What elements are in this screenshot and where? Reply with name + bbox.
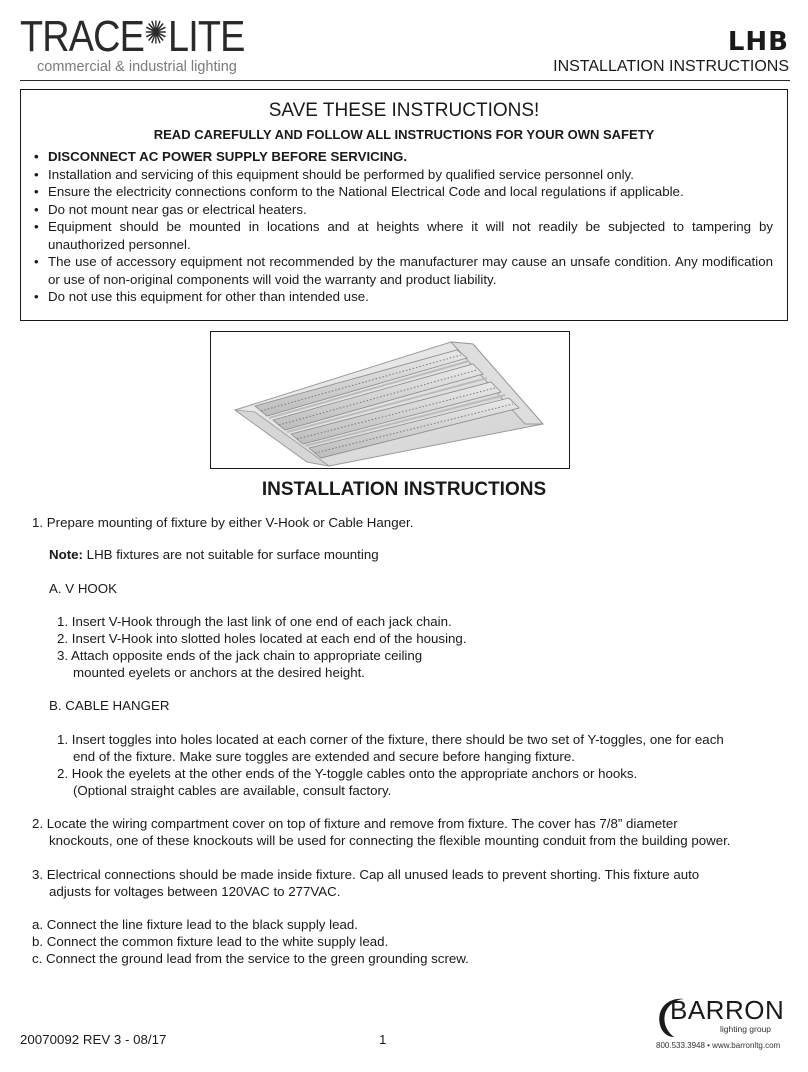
safety-item: • Equipment should be mounted in locations and at heights where it will not readily be subjected to tampering by unauthorized personnel.	[33, 218, 773, 253]
page-number: 1	[379, 1032, 387, 1047]
tracelite-logo	[20, 14, 250, 80]
starburst-icon	[145, 19, 167, 45]
safety-item: • Do not use this equipment for other than intended use.	[33, 288, 773, 306]
company-tagline: lighting group	[720, 1024, 772, 1034]
step-3-continued: adjusts for voltages between 120VAC to 277VAC.	[49, 884, 341, 899]
barron-logo	[654, 993, 788, 1043]
company-contact: 800.533.3948 • www.barronltg.com	[656, 1041, 781, 1050]
step-2: 2. Locate the wiring compartment cover on top of fixture and remove from fixture. The cover has 7/8” diameter	[32, 816, 678, 831]
safety-subtitle: READ CAREFULLY AND FOLLOW ALL INSTRUCTIONS FOR YOUR OWN SAFETY	[153, 127, 655, 142]
cable-hanger-step: 1. Insert toggles into holes located at each corner of the fixture, there should be two set of Y-toggles, one for each	[57, 732, 724, 747]
note-label: Note:	[49, 547, 83, 562]
safety-notice-box	[20, 89, 788, 321]
brand-tagline: commercial & industrial lighting	[37, 59, 237, 75]
v-hook-step: 3. Attach opposite ends of the jack chain to appropriate ceiling	[57, 648, 423, 663]
instructions-heading: INSTALLATION INSTRUCTIONS	[261, 479, 547, 500]
safety-item: • Ensure the electricity connections conform to the National Electrical Code and local regulations if applicable.	[33, 183, 773, 201]
fixture-illustration	[211, 332, 569, 468]
connection-item: a. Connect the line fixture lead to the black supply lead.	[32, 917, 358, 932]
safety-title: SAVE THESE INSTRUCTIONS!	[268, 100, 540, 121]
cable-hanger-note: (Optional straight cables are available, consult factory.	[73, 783, 392, 798]
v-hook-step-continued: mounted eyelets or anchors at the desired height.	[73, 665, 365, 680]
note	[49, 546, 379, 563]
brand-part2: LITE	[168, 12, 245, 61]
step-2-continued: knockouts, one of these knockouts will be used for connecting the flexible mounting conduit from the building power.	[49, 833, 731, 848]
safety-item: • DISCONNECT AC POWER SUPPLY BEFORE SERVICING.	[33, 148, 773, 166]
cable-hanger-step-continued: end of the fixture. Make sure toggles are extended and secure before hanging fixture.	[73, 749, 575, 764]
note-text: LHB fixtures are not suitable for surface mounting	[82, 547, 379, 562]
company-name: BARRON	[670, 995, 785, 1025]
step-1: 1. Prepare mounting of fixture by either V-Hook or Cable Hanger.	[32, 515, 414, 530]
brand-wordmark	[20, 14, 245, 60]
cable-hanger-title: B. CABLE HANGER	[49, 698, 170, 713]
product-code: LHB	[727, 27, 789, 57]
document-number: 20070092 REV 3 - 08/17	[20, 1032, 167, 1047]
v-hook-title: A. V HOOK	[49, 581, 117, 596]
step-3: 3. Electrical connections should be made inside fixture. Cap all unused leads to prevent shorting. This fixture auto	[32, 867, 700, 882]
cable-hanger-step: 2. Hook the eyelets at the other ends of the Y-toggle cables onto the appropriate anchors or hooks.	[57, 766, 638, 781]
header-divider	[20, 80, 790, 81]
brand-part1: TRACE	[20, 12, 144, 61]
v-hook-step: 1. Insert V-Hook through the last link of one end of each jack chain.	[57, 614, 452, 629]
connection-item: b. Connect the common fixture lead to the white supply lead.	[32, 934, 389, 949]
v-hook-step: 2. Insert V-Hook into slotted holes located at each end of the housing.	[57, 631, 467, 646]
safety-item: • Installation and servicing of this equipment should be performed by qualified service personnel only.	[33, 166, 773, 184]
safety-list	[33, 148, 773, 306]
connection-item: c. Connect the ground lead from the service to the green grounding screw.	[32, 951, 469, 966]
product-photo	[210, 331, 570, 469]
document-subtitle: INSTALLATION INSTRUCTIONS	[553, 58, 789, 75]
safety-item: • The use of accessory equipment not recommended by the manufacturer may cause an unsafe condition. Any modification or use of non-original components will void the warranty and product liability.	[33, 253, 773, 288]
safety-item: • Do not mount near gas or electrical heaters.	[33, 201, 773, 219]
